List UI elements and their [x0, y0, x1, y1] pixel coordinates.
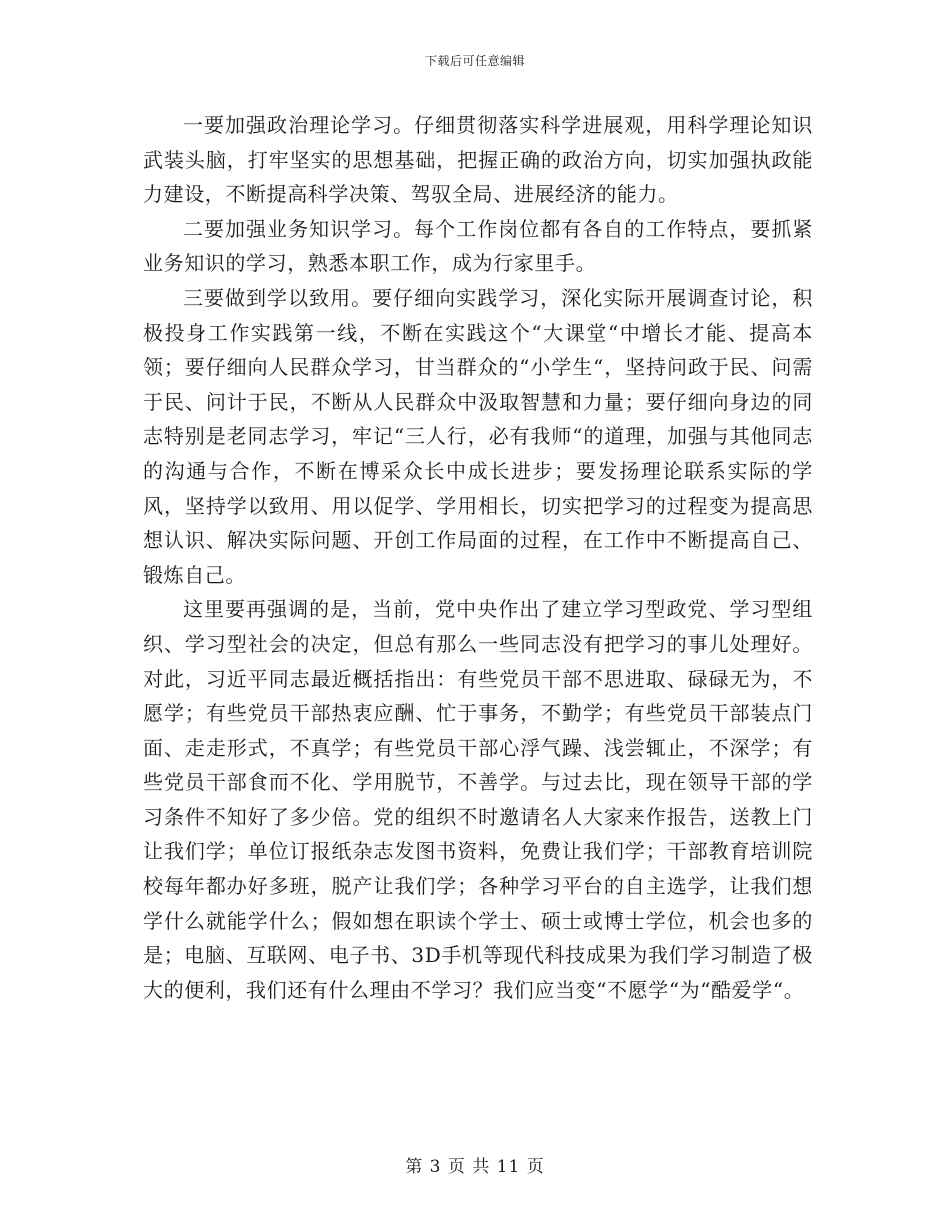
document-body — [143, 108, 813, 1007]
page-header: 下载后可任意编辑 — [424, 54, 525, 68]
paragraph-3: 三要做到学以致用。要仔细向实践学习，深化实际开展调查讨论，积极投身工作实践第一线，不断在实践这个“大课堂“中增长才能、提高本领；要仔细向人民群众学习，甘当群众的“小学生“，坚持问政于民、问需于民、问计于民，不断从人民群众中汲取智慧和力量；要仔细向身边的同志特别是老同志学习，牢记“三人行，必有我师“的道理，加强与其他同志的沟通与合作，不断在博采众长中成长进步；要发扬理论联系实际的学风，坚持学以致用、用以促学、学用相长，切实把学习的过程变为提高思想认识、解决实际问题、开创工作局面的过程，在工作中不断提高自己、锻炼自己。 — [143, 285, 813, 587]
page-number-footer: 第 3 页 共 11 页 — [405, 1157, 545, 1177]
paragraph-4: 这里要再强调的是，当前，党中央作出了建立学习型政党、学习型组织、学习型社会的决定，但总有那么一些同志没有把学习的事儿处理好。对此，习近平同志最近概括指出：有些党员干部不思进取、碌碌无为，不愿学；有些党员干部热衷应酬、忙于事务，不勤学；有些党员干部装点门面、走走形式，不真学；有些党员干部心浮气躁、浅尝辄止，不深学；有些党员干部食而不化、学用脱节，不善学。与过去比，现在领导干部的学习条件不知好了多少倍。党的组织不时邀请名人大家来作报告，送教上门让我们学；单位订报纸杂志发图书资料，免费让我们学；干部教育培训院校每年都办好多班，脱产让我们学；各种学习平台的自主选学，让我们想学什么就能学什么；假如想在职读个学士、硕士或博士学位，机会也多的是；电脑、互联网、电子书、3D手机等现代科技成果为我们学习制造了极大的便利，我们还有什么理由不学习？我们应当变“不愿学“为“酷爱学“。 — [143, 597, 813, 1002]
paragraph-2: 二要加强业务知识学习。每个工作岗位都有各自的工作特点，要抓紧业务知识的学习，熟悉本职工作，成为行家里手。 — [143, 216, 813, 276]
paragraph-1: 一要加强政治理论学习。仔细贯彻落实科学进展观，用科学理论知识武装头脑，打牢坚实的思想基础，把握正确的政治方向，切实加强执政能力建设，不断提高科学决策、驾驭全局、进展经济的能力。 — [143, 113, 813, 207]
